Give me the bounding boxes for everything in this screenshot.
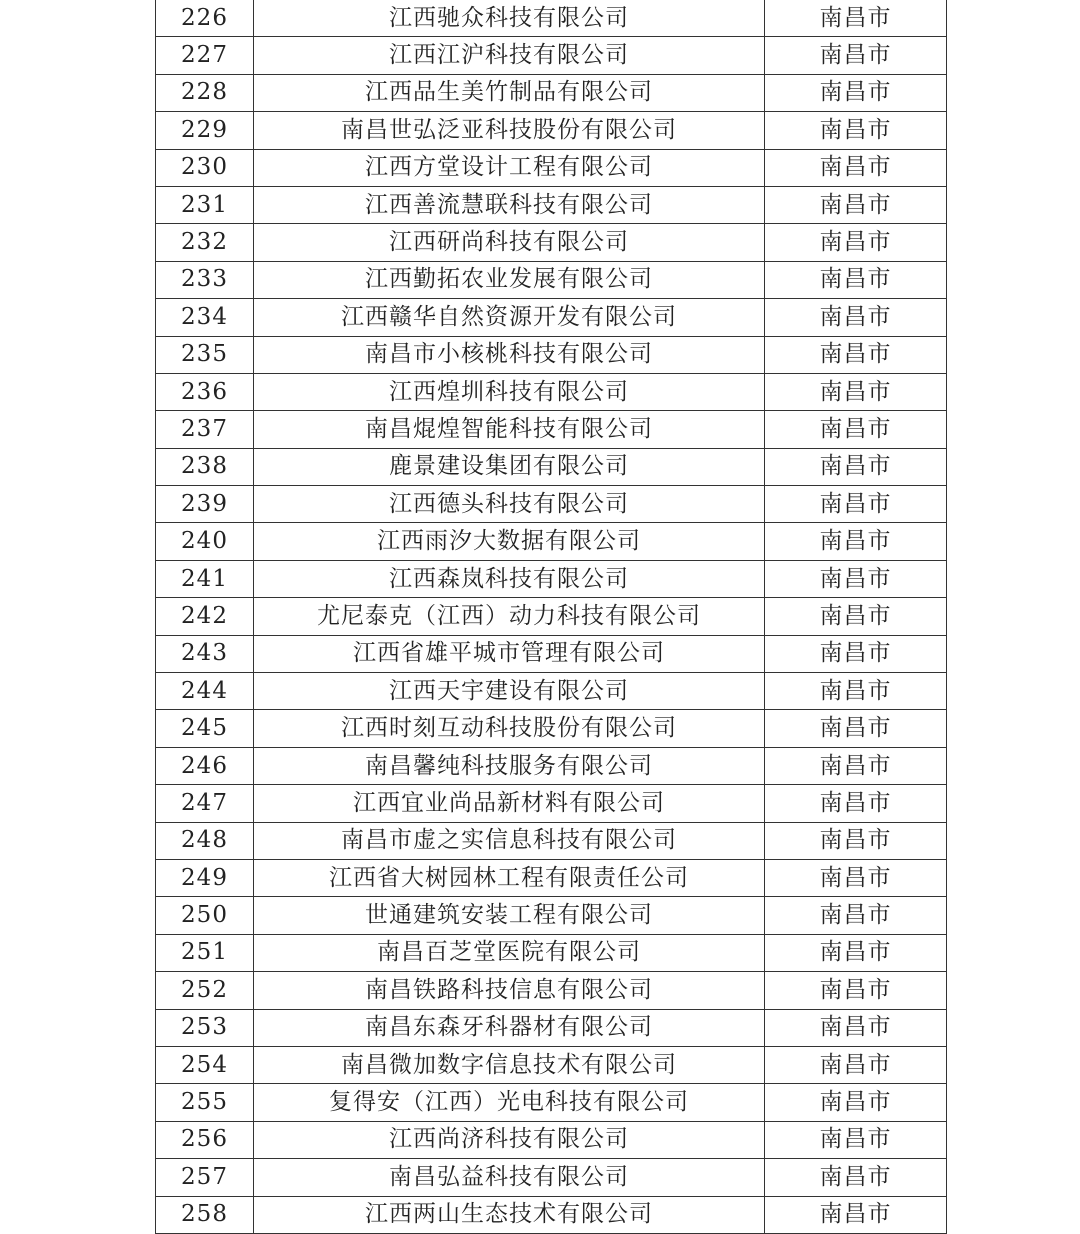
company-name-cell: 江西雨汐大数据有限公司 (254, 523, 765, 560)
row-number-cell: 244 (156, 673, 254, 710)
company-name-cell: 南昌市小核桃科技有限公司 (254, 336, 765, 373)
table-row (156, 822, 947, 859)
table-row (156, 635, 947, 672)
row-number-cell: 236 (156, 373, 254, 410)
table-row (156, 1084, 947, 1121)
city-cell: 南昌市 (765, 373, 947, 410)
company-name-cell: 江西煌圳科技有限公司 (254, 373, 765, 410)
row-number-cell: 239 (156, 486, 254, 523)
row-number-cell: 232 (156, 224, 254, 261)
company-name-cell: 江西善流慧联科技有限公司 (254, 186, 765, 223)
city-cell: 南昌市 (765, 1046, 947, 1083)
company-name-cell: 江西省雄平城市管理有限公司 (254, 635, 765, 672)
row-number-cell: 238 (156, 448, 254, 485)
row-number-cell: 227 (156, 37, 254, 74)
row-number-cell: 247 (156, 785, 254, 822)
city-cell: 南昌市 (765, 224, 947, 261)
table-row (156, 747, 947, 784)
company-name-cell: 南昌百芝堂医院有限公司 (254, 934, 765, 971)
row-number-cell: 237 (156, 411, 254, 448)
company-name-cell: 南昌世弘泛亚科技股份有限公司 (254, 112, 765, 149)
city-cell: 南昌市 (765, 972, 947, 1009)
row-number-cell: 252 (156, 972, 254, 1009)
table-row (156, 1159, 947, 1196)
company-name-cell: 南昌铁路科技信息有限公司 (254, 972, 765, 1009)
company-name-cell: 南昌馨纯科技服务有限公司 (254, 747, 765, 784)
company-name-cell: 江西天宇建设有限公司 (254, 673, 765, 710)
row-number-cell: 234 (156, 299, 254, 336)
city-cell: 南昌市 (765, 747, 947, 784)
table-row (156, 1009, 947, 1046)
city-cell: 南昌市 (765, 261, 947, 298)
city-cell: 南昌市 (765, 0, 947, 37)
company-name-cell: 江西省大树园林工程有限责任公司 (254, 859, 765, 896)
table-row (156, 224, 947, 261)
row-number-cell: 240 (156, 523, 254, 560)
city-cell: 南昌市 (765, 1196, 947, 1233)
table-row (156, 785, 947, 822)
table-row (156, 560, 947, 597)
city-cell: 南昌市 (765, 897, 947, 934)
company-name-cell: 江西两山生态技术有限公司 (254, 1196, 765, 1233)
row-number-cell: 233 (156, 261, 254, 298)
row-number-cell: 231 (156, 186, 254, 223)
company-list-table (155, 0, 947, 1234)
city-cell: 南昌市 (765, 673, 947, 710)
row-number-cell: 253 (156, 1009, 254, 1046)
row-number-cell: 255 (156, 1084, 254, 1121)
city-cell: 南昌市 (765, 934, 947, 971)
row-number-cell: 228 (156, 74, 254, 111)
row-number-cell: 248 (156, 822, 254, 859)
row-number-cell: 256 (156, 1121, 254, 1158)
row-number-cell: 230 (156, 149, 254, 186)
row-number-cell: 226 (156, 0, 254, 37)
table-row (156, 523, 947, 560)
company-name-cell: 南昌微加数字信息技术有限公司 (254, 1046, 765, 1083)
row-number-cell: 257 (156, 1159, 254, 1196)
table-row (156, 186, 947, 223)
city-cell: 南昌市 (765, 822, 947, 859)
table-row (156, 1046, 947, 1083)
city-cell: 南昌市 (765, 710, 947, 747)
table-row (156, 373, 947, 410)
row-number-cell: 250 (156, 897, 254, 934)
row-number-cell: 249 (156, 859, 254, 896)
city-cell: 南昌市 (765, 785, 947, 822)
table-row (156, 972, 947, 1009)
city-cell: 南昌市 (765, 448, 947, 485)
city-cell: 南昌市 (765, 336, 947, 373)
row-number-cell: 243 (156, 635, 254, 672)
company-name-cell: 江西尚济科技有限公司 (254, 1121, 765, 1158)
company-name-cell: 尤尼泰克（江西）动力科技有限公司 (254, 598, 765, 635)
table-row (156, 1121, 947, 1158)
company-name-cell: 江西宜业尚品新材料有限公司 (254, 785, 765, 822)
company-name-cell: 江西勤拓农业发展有限公司 (254, 261, 765, 298)
city-cell: 南昌市 (765, 186, 947, 223)
company-name-cell: 江西德头科技有限公司 (254, 486, 765, 523)
company-name-cell: 江西驰众科技有限公司 (254, 0, 765, 37)
city-cell: 南昌市 (765, 1159, 947, 1196)
city-cell: 南昌市 (765, 112, 947, 149)
table-row (156, 336, 947, 373)
company-name-cell: 江西森岚科技有限公司 (254, 560, 765, 597)
company-name-cell: 南昌焜煌智能科技有限公司 (254, 411, 765, 448)
company-name-cell: 江西江沪科技有限公司 (254, 37, 765, 74)
city-cell: 南昌市 (765, 486, 947, 523)
city-cell: 南昌市 (765, 411, 947, 448)
city-cell: 南昌市 (765, 299, 947, 336)
company-name-cell: 世通建筑安装工程有限公司 (254, 897, 765, 934)
table-row (156, 299, 947, 336)
table-row (156, 1196, 947, 1233)
table-row (156, 710, 947, 747)
company-name-cell: 南昌市虚之实信息科技有限公司 (254, 822, 765, 859)
company-name-cell: 鹿景建设集团有限公司 (254, 448, 765, 485)
city-cell: 南昌市 (765, 1121, 947, 1158)
city-cell: 南昌市 (765, 635, 947, 672)
table-row (156, 673, 947, 710)
table-row (156, 411, 947, 448)
table-row (156, 0, 947, 37)
table-row (156, 859, 947, 896)
city-cell: 南昌市 (765, 560, 947, 597)
city-cell: 南昌市 (765, 523, 947, 560)
company-name-cell: 江西品生美竹制品有限公司 (254, 74, 765, 111)
company-name-cell: 江西赣华自然资源开发有限公司 (254, 299, 765, 336)
city-cell: 南昌市 (765, 598, 947, 635)
table-row (156, 261, 947, 298)
row-number-cell: 235 (156, 336, 254, 373)
table-row (156, 934, 947, 971)
row-number-cell: 258 (156, 1196, 254, 1233)
company-name-cell: 复得安（江西）光电科技有限公司 (254, 1084, 765, 1121)
row-number-cell: 242 (156, 598, 254, 635)
table-body (156, 0, 947, 1233)
city-cell: 南昌市 (765, 37, 947, 74)
row-number-cell: 245 (156, 710, 254, 747)
row-number-cell: 254 (156, 1046, 254, 1083)
city-cell: 南昌市 (765, 1084, 947, 1121)
table-row (156, 74, 947, 111)
city-cell: 南昌市 (765, 1009, 947, 1046)
city-cell: 南昌市 (765, 859, 947, 896)
company-name-cell: 南昌东森牙科器材有限公司 (254, 1009, 765, 1046)
table-row (156, 37, 947, 74)
company-name-cell: 江西研尚科技有限公司 (254, 224, 765, 261)
table-row (156, 486, 947, 523)
company-name-cell: 江西时刻互动科技股份有限公司 (254, 710, 765, 747)
city-cell: 南昌市 (765, 149, 947, 186)
table-row (156, 897, 947, 934)
table-row (156, 598, 947, 635)
row-number-cell: 251 (156, 934, 254, 971)
table-row (156, 112, 947, 149)
row-number-cell: 229 (156, 112, 254, 149)
company-name-cell: 南昌弘益科技有限公司 (254, 1159, 765, 1196)
table-row (156, 149, 947, 186)
table-row (156, 448, 947, 485)
city-cell: 南昌市 (765, 74, 947, 111)
company-name-cell: 江西方堂设计工程有限公司 (254, 149, 765, 186)
row-number-cell: 246 (156, 747, 254, 784)
row-number-cell: 241 (156, 560, 254, 597)
